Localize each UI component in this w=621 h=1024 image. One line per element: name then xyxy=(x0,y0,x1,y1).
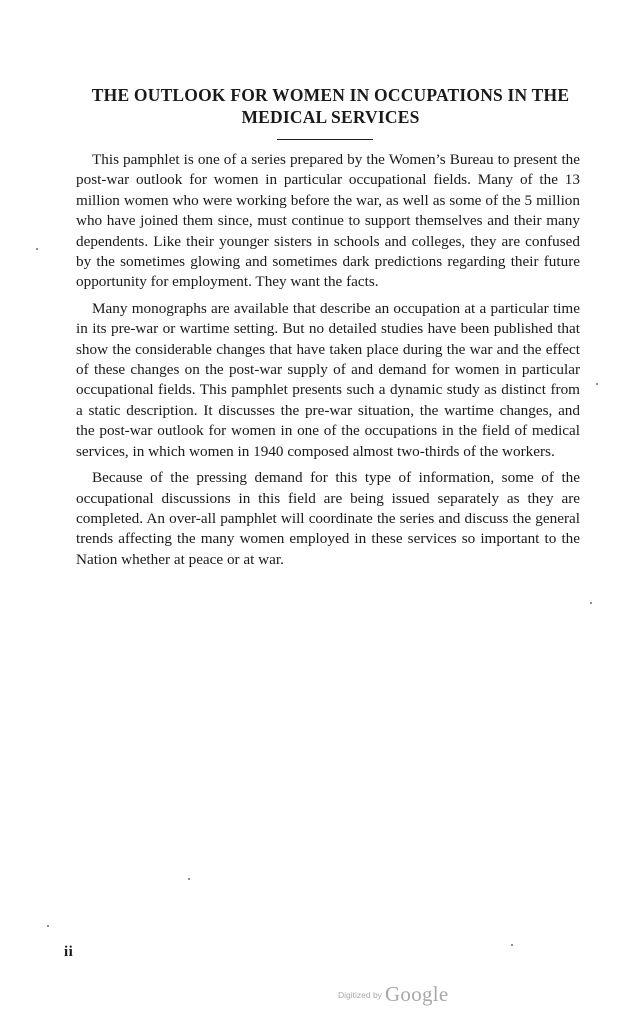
page-title: THE OUTLOOK FOR WOMEN IN OCCUPATIONS IN THE MEDICAL SERVICES xyxy=(91,85,570,127)
scan-speck xyxy=(511,944,513,946)
paragraph-3: Because of the pressing demand for this type of information, some of the occupational discussions in this field are being issued separately as they are completed. An over-all pamphlet will coordinate the series and discuss the general trends affecting the many women employed in these services so important to the Nation whether at peace or at war. xyxy=(76,469,580,568)
scan-speck xyxy=(47,925,49,927)
paragraph-1: This pamphlet is one of a series prepared by the Women’s Bureau to present the post-war outlook for women in particular occupational fields. Many of the 13 million women who were working before the war, as well as some of the 5 million who have joined them since, must continue to support themselves and their many dependents. Like their younger sisters in schools and colleges, they are confused by the sometimes glowing and sometimes dark predictions regarding their future opportunity for employment. They want the facts. xyxy=(76,151,580,291)
watermark-prefix: Digitized by xyxy=(338,990,382,1000)
scan-speck xyxy=(36,248,38,250)
watermark-brand: Google xyxy=(384,982,449,1006)
scan-speck xyxy=(188,878,190,880)
digitized-watermark xyxy=(338,982,449,1007)
body-text xyxy=(76,150,580,576)
scan-speck xyxy=(596,383,598,385)
scan-speck xyxy=(590,602,592,604)
paragraph-2: Many monographs are available that describe an occupation at a particular time in its pre-war or wartime setting. But no detailed studies have been published that show the considerable changes that have taken place during the war and the effect of these changes on the post-war supply of and demand for women in particular occupational fields. This pamphlet presents such a dynamic study as distinct from a static description. It discusses the pre-war situation, the wartime changes, and the post-war outlook for women in one of the occupations in the field of medical services, in which women in 1940 composed almost two-thirds of the workers. xyxy=(76,299,580,460)
title-divider xyxy=(277,139,373,140)
page-number: ii xyxy=(64,944,74,960)
